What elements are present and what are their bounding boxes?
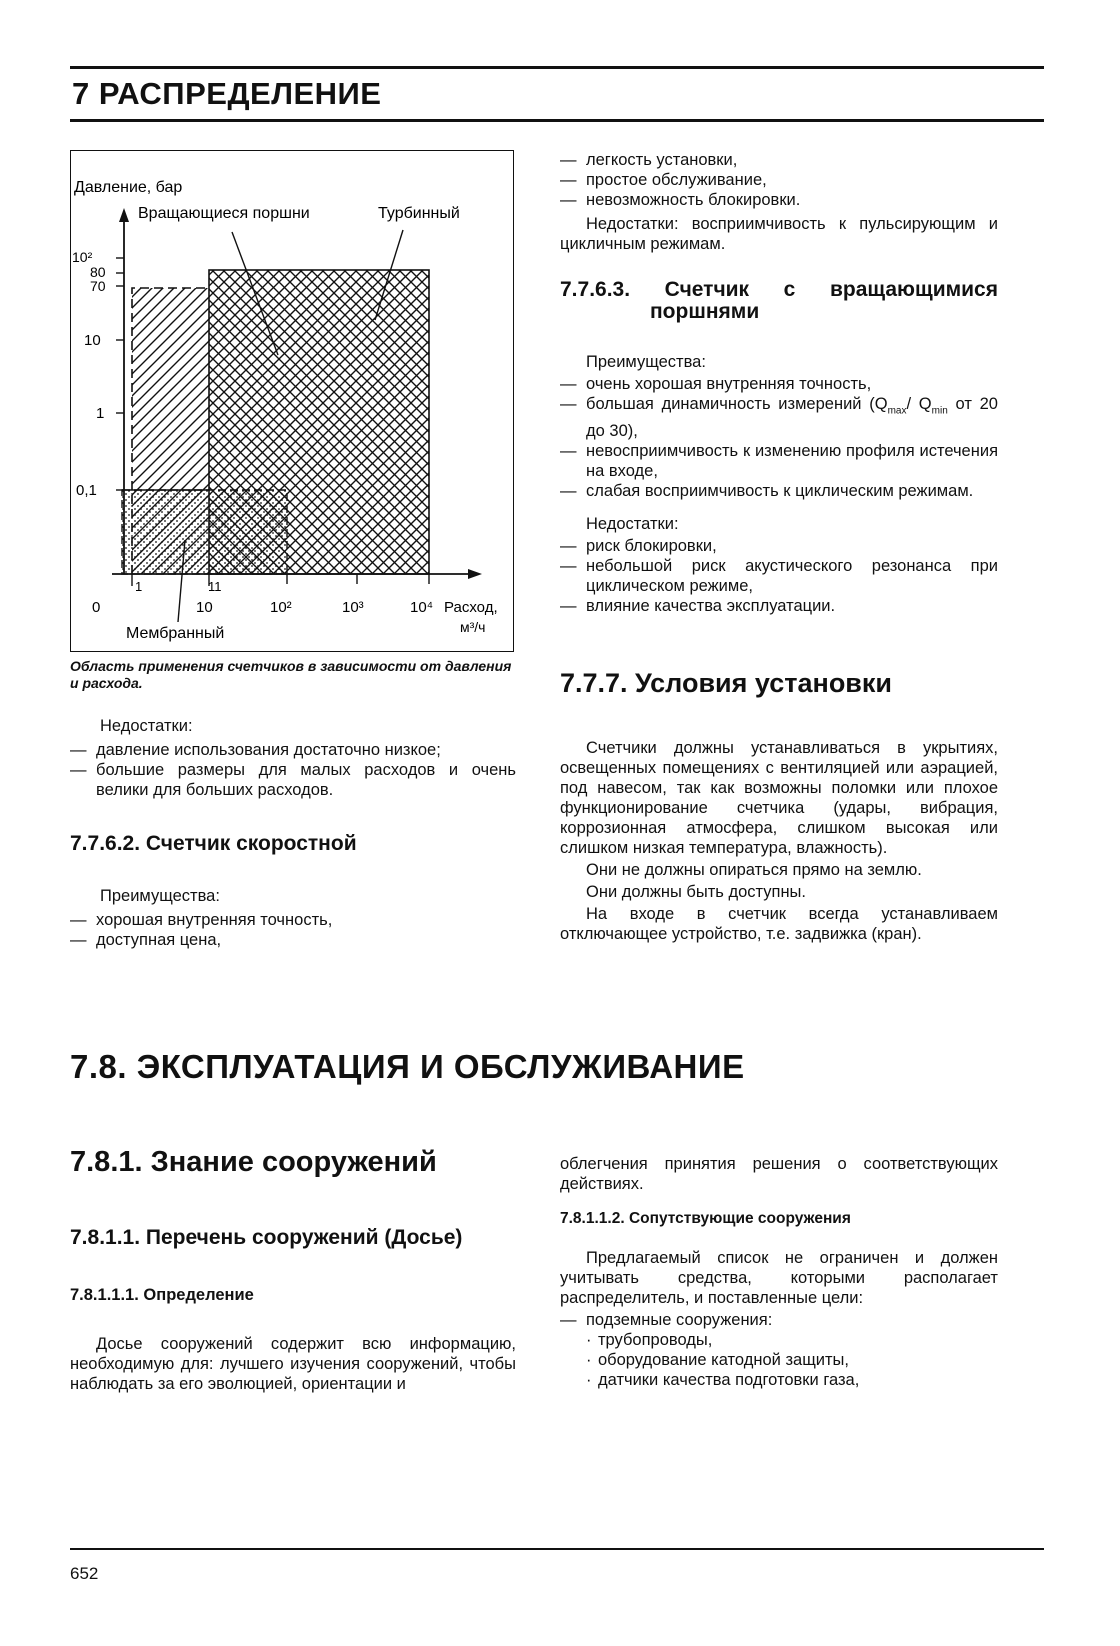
x-axis-unit: м³/ч	[460, 619, 486, 635]
list-item: — слабая восприимчивость к циклическим режимам.	[560, 482, 974, 501]
turbine-label: Турбинный	[378, 205, 460, 222]
paragraph: Они не должны опираться прямо на землю.	[586, 861, 922, 879]
structures-list-intro: Предлагаемый список не ограничен и должен учитывать средства, которыми располагает распределитель, и поставленные цели:	[560, 1249, 998, 1307]
figure-caption: Область применения счетчиков в зависимости от давления и расхода.	[70, 658, 512, 691]
heading-7762: 7.7.6.2. Счетчик скоростной	[70, 832, 357, 855]
x-tick-label: 0	[92, 599, 101, 616]
list-item: — небольшой риск акустического резонанса при цикличеcком режиме,	[560, 557, 998, 595]
section-78-title: 7.8. ЭКСПЛУАТАЦИЯ И ОБСЛУЖИВАНИЕ	[70, 1048, 745, 1085]
paragraph: Они должны быть доступны.	[586, 883, 806, 901]
heading-7811: 7.8.1.1. Перечень сооружений (Досье)	[70, 1226, 463, 1249]
x-tick-label: 11	[208, 579, 222, 594]
heading-7763-cont: поршнями	[650, 300, 760, 323]
list-item: — подземные сооружения:	[560, 1311, 773, 1329]
heading-78111: 7.8.1.1.1. Определение	[70, 1286, 254, 1304]
sub-list-item: · трубопроводы,	[586, 1331, 713, 1349]
y-tick-label: 1	[96, 405, 105, 422]
structures-list	[560, 1310, 998, 1390]
heading-7763: 7.7.6.3. Счетчик с вращающимися	[560, 278, 998, 301]
paragraph: На входе в счетчик всегда устанавливаем отключающее устройство, т.е. задвижка (кран).	[560, 905, 998, 943]
list-item: — невозможность блокировки.	[560, 191, 801, 209]
y-tick-label: 70	[90, 278, 106, 294]
rotary-advantages-title: Преимущества:	[586, 353, 706, 371]
heading-781: 7.8.1. Знание сооружений	[70, 1146, 437, 1178]
list-item: — очень хорошая внутренняя точность,	[560, 375, 872, 393]
page-number: 652	[70, 1564, 99, 1583]
y-axis-label: Давление, бар	[74, 179, 183, 196]
definition-paragraph: Досье сооружений содержит всю информацию, необходимую для: лучшего изучения сооружений, чтобы наблюдать за его эволюцией, ориентации и	[70, 1335, 516, 1393]
x-tick-label: 1	[135, 579, 143, 594]
heading-78112: 7.8.1.1.2. Сопутствующие сооружения	[560, 1210, 851, 1227]
disadvantages-list	[70, 740, 516, 800]
membrane-label: Мембранный	[126, 625, 225, 642]
rotary-label: Вращающиеся поршни	[138, 205, 310, 222]
list-item: — большая динамичность измерений ($Q_{max}/$ $Q_{min}$ от 20 до 30),	[560, 395, 998, 441]
disadvantages-title: Недостатки:	[100, 717, 193, 735]
x-tick-label: 10	[196, 599, 213, 616]
top-rule	[70, 66, 1044, 69]
sub-list-item: · датчики качества подготовки газа,	[586, 1371, 860, 1389]
list-item: — большие размеры для малых расходов и очень велики для больших расходов.	[70, 761, 516, 799]
list-item: — простое обслуживание,	[560, 171, 767, 189]
definition-paragraph-cont: облегчения принятия решения о соответствующих действиях.	[560, 1155, 998, 1193]
list-item: — влияние качества эксплуатации.	[560, 597, 836, 615]
advantages-title: Преимущества:	[100, 887, 220, 905]
membrane-region	[122, 490, 287, 574]
heading-777: 7.7.7. Условия установки	[560, 668, 893, 698]
y-tick-label: 0,1	[76, 482, 97, 499]
rotary-disadvantages-title: Недостатки:	[586, 515, 679, 533]
sub-list-item: · оборудование катодной защиты,	[586, 1351, 849, 1369]
x-tick-label: 10³	[342, 599, 364, 616]
advantages-list	[70, 910, 516, 950]
x-tick-label: 10²	[270, 599, 292, 616]
list-item: — легкость установки,	[560, 151, 738, 169]
y-tick-label: 10²	[72, 249, 93, 265]
chapter-title: 7 РАСПРЕДЕЛЕНИЕ	[72, 76, 382, 111]
list-item: — давление использования достаточно низкое;	[70, 741, 441, 759]
header-rule	[70, 119, 1044, 122]
y-tick-label: 80	[90, 264, 106, 280]
x-axis-label: Расход,	[444, 599, 498, 616]
installation-conditions	[560, 738, 998, 944]
x-tick-label: 10⁴	[410, 599, 434, 616]
footer-rule	[70, 1548, 1044, 1550]
list-item: — доступная цена,	[70, 931, 222, 949]
list-item: — риск блокировки,	[560, 537, 717, 555]
meter-application-chart	[70, 150, 514, 652]
speed-meter-disadvantages: Недостатки: восприимчивость к пульсирующим и цикличным режимам.	[560, 215, 998, 253]
list-item: — хорошая внутренняя точность,	[70, 911, 333, 929]
paragraph: Счетчики должны устанавливаться в укрытиях, освещенных помещениях с вентиляцией или аэрацией, под навесом, так как возможны поломки или плохое функционирование счетчика (удары, вибрация, коррозионная атмосфера, слишком высокая или слишком низкая температура, влажность).	[560, 739, 998, 857]
rotary-disadvantages-list	[560, 536, 998, 616]
rotary-advantages-list	[560, 374, 998, 501]
list-item: — невосприимчивость к изменению профиля истечения на входе,	[560, 442, 998, 481]
speed-meter-advantages-cont	[560, 150, 998, 210]
y-tick-label: 10	[84, 332, 101, 349]
